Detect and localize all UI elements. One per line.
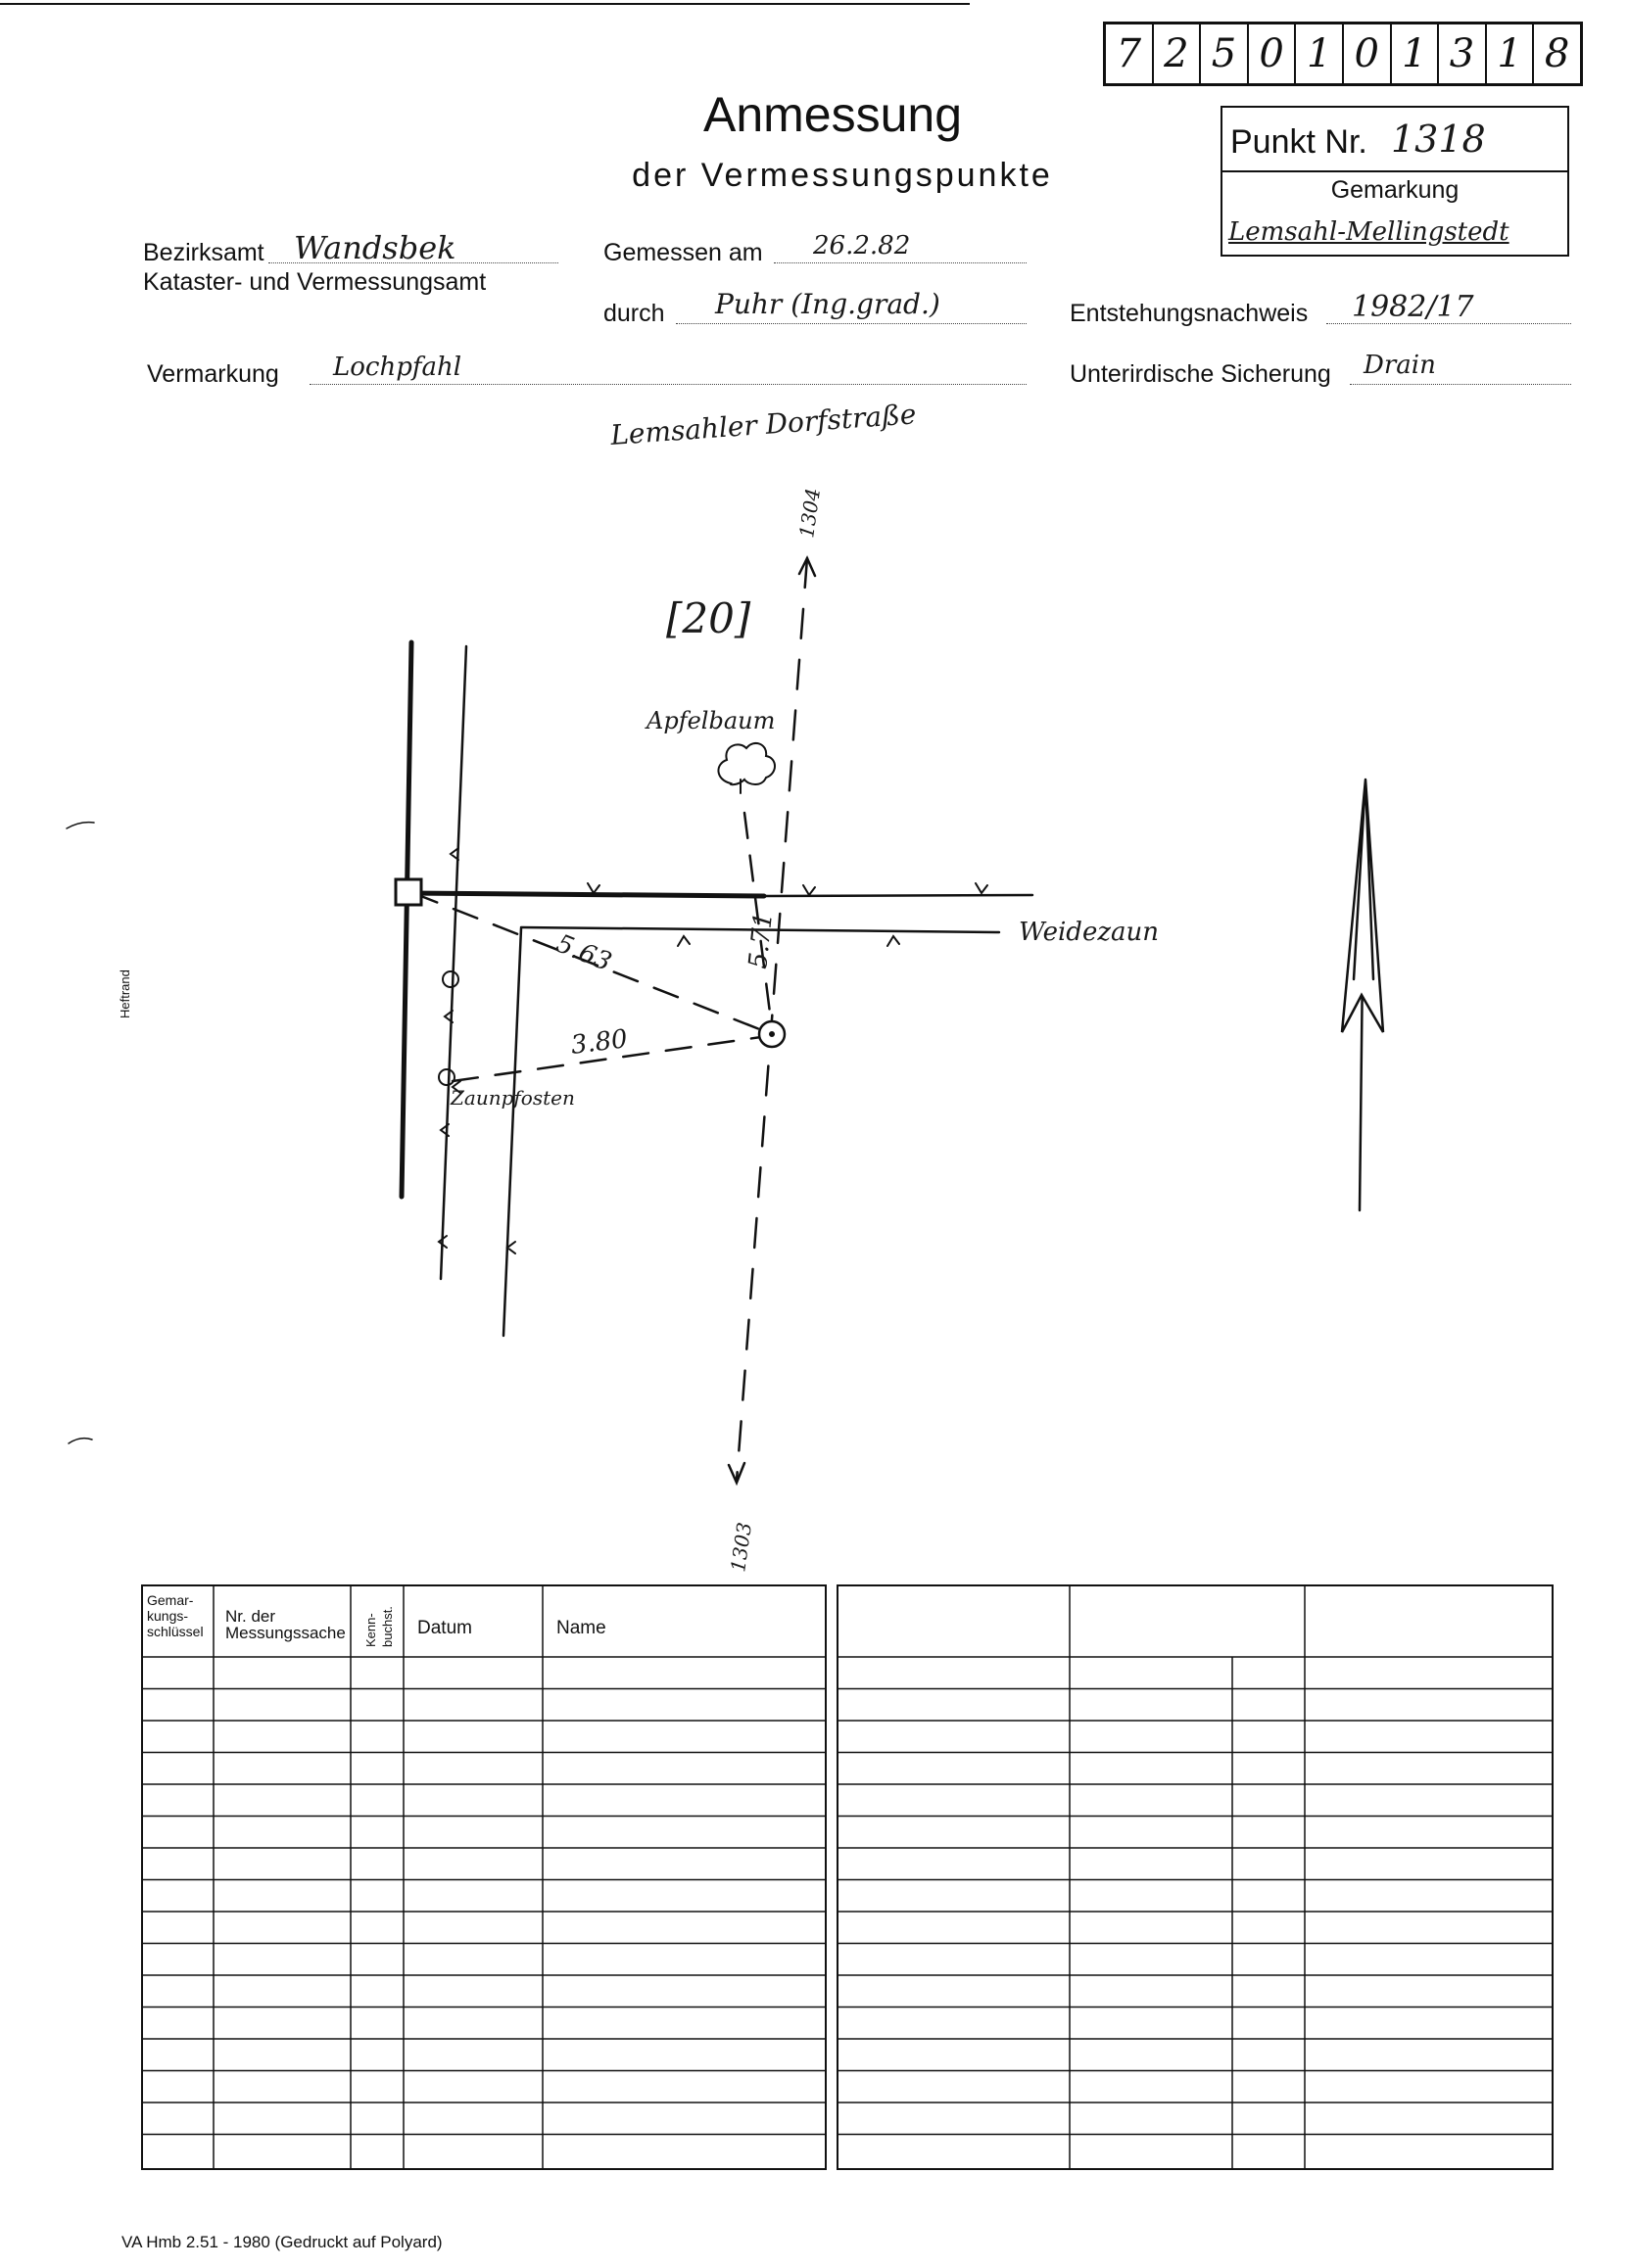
kataster-label: Kataster- und Vermessungsamt <box>143 268 487 296</box>
durch-label: durch <box>603 300 665 327</box>
fence-ticks <box>439 848 987 1253</box>
fence-post <box>439 1069 455 1085</box>
footer-print-note: VA Hmb 2.51 - 1980 (Gedruckt auf Polyard) <box>121 2233 443 2251</box>
code-digit: 8 <box>1544 31 1570 76</box>
vermarkung-label: Vermarkung <box>147 360 279 388</box>
vermarkung-value: Lochpfahl <box>333 353 462 382</box>
durch-value: Puhr (Ing.grad.) <box>715 288 940 320</box>
code-digit: 7 <box>1106 24 1154 83</box>
gemessen-value: 26.2.82 <box>813 231 911 260</box>
distance-2: 5.71 <box>743 911 780 970</box>
code-digit: 1 <box>1296 24 1344 83</box>
header-name: Name <box>556 1618 606 1638</box>
fence-line-left <box>441 646 466 1279</box>
fence-line-inner <box>503 928 521 1336</box>
gemarkung-label: Gemarkung <box>1330 176 1460 204</box>
header-kennbuchst: Kenn-buchst. <box>363 1606 395 1647</box>
gemarkung-value: Lemsahl-Mellingstedt <box>1228 217 1509 247</box>
fence-line-top <box>764 895 1032 896</box>
page-subtitle: der Vermessungspunkte <box>632 157 1053 194</box>
code-digit: 0 <box>1249 24 1297 83</box>
ref-bottom: 1303 <box>726 1520 757 1574</box>
ref-top: 1304 <box>794 486 826 540</box>
code-digit: 2 <box>1154 24 1202 83</box>
north-arrow-head <box>1342 780 1383 1032</box>
distance-1: 5.63 <box>551 928 616 978</box>
distance-3: 3.80 <box>569 1024 630 1061</box>
boundary-line-top <box>407 893 764 896</box>
code-digit: 1 <box>1487 24 1535 83</box>
header-nr: Nr. der Messungssache <box>225 1607 346 1642</box>
fence-label: Weidezaun <box>1019 918 1160 947</box>
point-square <box>396 879 421 905</box>
register-grid-right <box>837 1584 1554 2170</box>
code-digit: 1 <box>1392 24 1440 83</box>
street-name: Lemsahler Dorfstraße <box>609 398 918 451</box>
code-digit: 3 <box>1439 24 1487 83</box>
gemessen-label: Gemessen am <box>603 239 763 266</box>
axis-line <box>737 558 807 1481</box>
posts-label: Zaunpfosten <box>451 1086 575 1110</box>
sicherung-value: Drain <box>1364 351 1436 380</box>
header-gemarkung: Gemar-kungs-schlüssel <box>147 1592 204 1639</box>
header-datum: Datum <box>417 1618 472 1638</box>
code-digit: 0 <box>1344 24 1392 83</box>
register-grid-left <box>141 1584 827 2170</box>
entstehung-value: 1982/17 <box>1352 290 1474 324</box>
tree-icon <box>718 743 775 793</box>
heftrand-label: Heftrand <box>118 969 132 1018</box>
fence-post <box>443 971 458 987</box>
page-title: Anmessung <box>702 87 963 142</box>
code-digit: 5 <box>1201 24 1249 83</box>
sicherung-label: Unterirdische Sicherung <box>1070 360 1331 388</box>
punkt-value: 1318 <box>1391 118 1486 161</box>
boundary-line-left <box>402 642 411 1197</box>
entstehung-label: Entstehungsnachweis <box>1070 300 1309 327</box>
bezirksamt-value: Wandsbek <box>294 229 456 266</box>
bezirksamt-label: Bezirksamt <box>143 239 264 266</box>
tree-label: Apfelbaum <box>646 707 776 734</box>
bracket-note: [20] <box>666 594 751 642</box>
punkt-label: Punkt Nr. <box>1230 123 1367 161</box>
